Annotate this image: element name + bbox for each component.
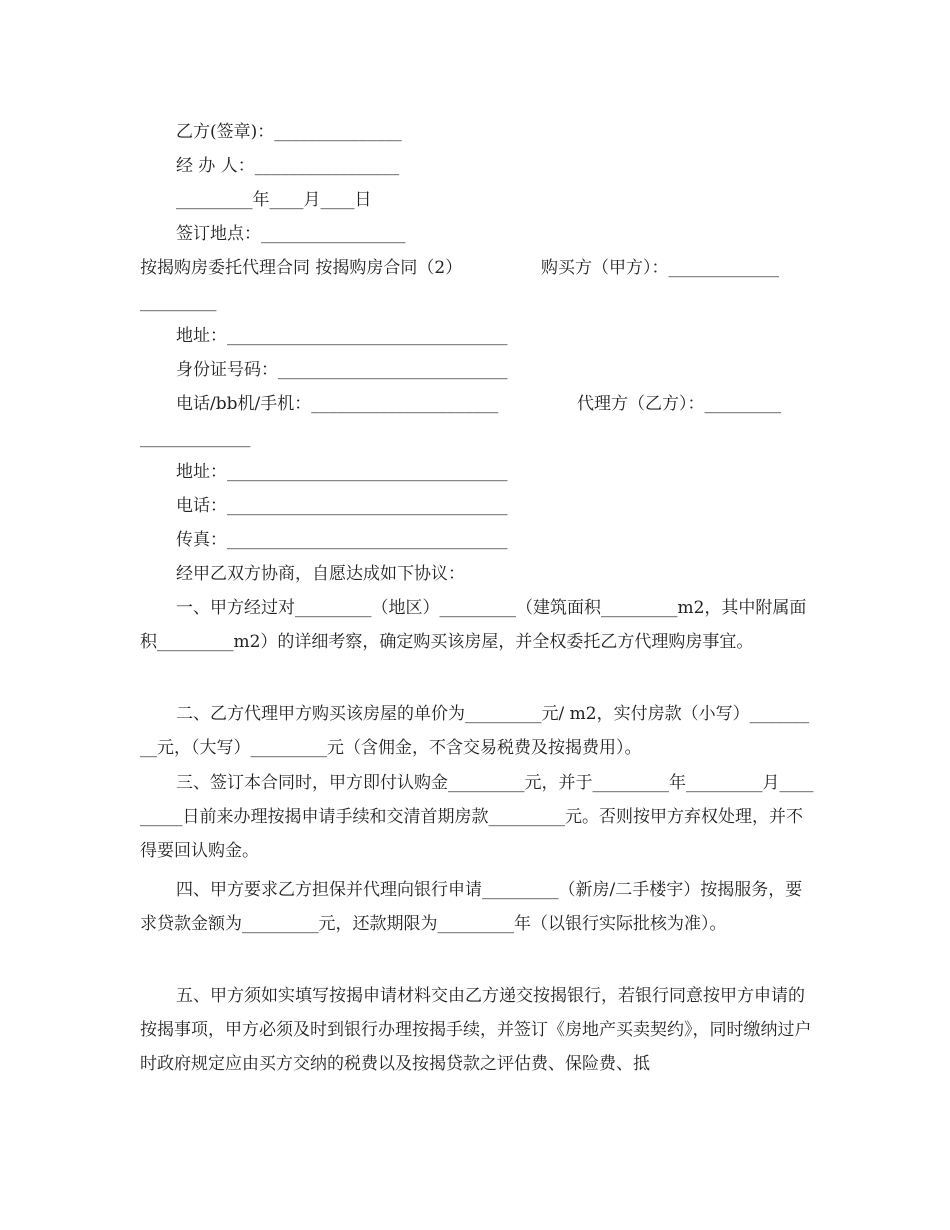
clause-1: 一、甲方经过对_________（地区）_________（建筑面积_________m2，其中附属面积_________m2）的详细考察，确定购买该房屋，并全权委托乙方代理购房事宜。 — [140, 598, 807, 652]
agent-label: 代理方（乙方）：_________ — [577, 394, 781, 414]
agent-address-line: 地址：_________________________________ — [176, 462, 508, 482]
party-b-seal-line: 乙方(签章)：_______________ — [176, 122, 402, 142]
buyer-label-continuation: _________ — [140, 292, 217, 312]
clause-5: 五、甲方须如实填写按揭申请材料交由乙方递交按揭银行，若银行同意按甲方申请的按揭事项，甲方必须及时到银行办理按揭手续，并签订《房地产买卖契约》，同时缴纳过户时政府规定应由买方交纳的税费以及按揭贷款之评估费、保险费、抵 — [140, 986, 812, 1074]
buyer-phone-line: 电话/bb机/手机：______________________ — [176, 394, 499, 414]
clause-3: 三、签订本合同时，甲方即付认购金_________元，并于_________年_________月_________日前来办理按揭申请手续和交清首期房款_________元。否则按甲方弃权处理，并不得要回认购金。 — [140, 773, 814, 861]
agent-label-continuation: _____________ — [140, 428, 251, 448]
buyer-address-line: 地址：_________________________________ — [176, 326, 508, 346]
buyer-id-number-line: 身份证号码：___________________________ — [176, 360, 508, 380]
agent-fax-line: 传真：_________________________________ — [176, 530, 508, 550]
handler-line: 经 办 人：_________________ — [176, 156, 400, 176]
signing-place-line: 签订地点：_________________ — [176, 224, 406, 244]
buyer-label: 购买方（甲方）：_____________ — [541, 258, 779, 278]
clause-4: 四、甲方要求乙方担保并代理向银行申请_________（新房/二手楼宇）按揭服务，要求贷款金额为_________元，还款期限为_________年（以银行实际批核为准）。 — [140, 880, 803, 934]
contract-title: 按揭购房委托代理合同 按揭购房合同（2） — [140, 258, 463, 278]
agreement-intro: 经甲乙双方协商，自愿达成如下协议： — [176, 564, 465, 584]
date-line: _________年____月____日 — [176, 190, 372, 210]
agent-phone-line: 电话：_________________________________ — [176, 496, 508, 516]
clause-2: 二、乙方代理甲方购买该房屋的单价为_________元/ m2，实付房款（小写）_________元，（大写）_________元（含佣金，不含交易税费及按揭费用）。 — [140, 704, 810, 758]
